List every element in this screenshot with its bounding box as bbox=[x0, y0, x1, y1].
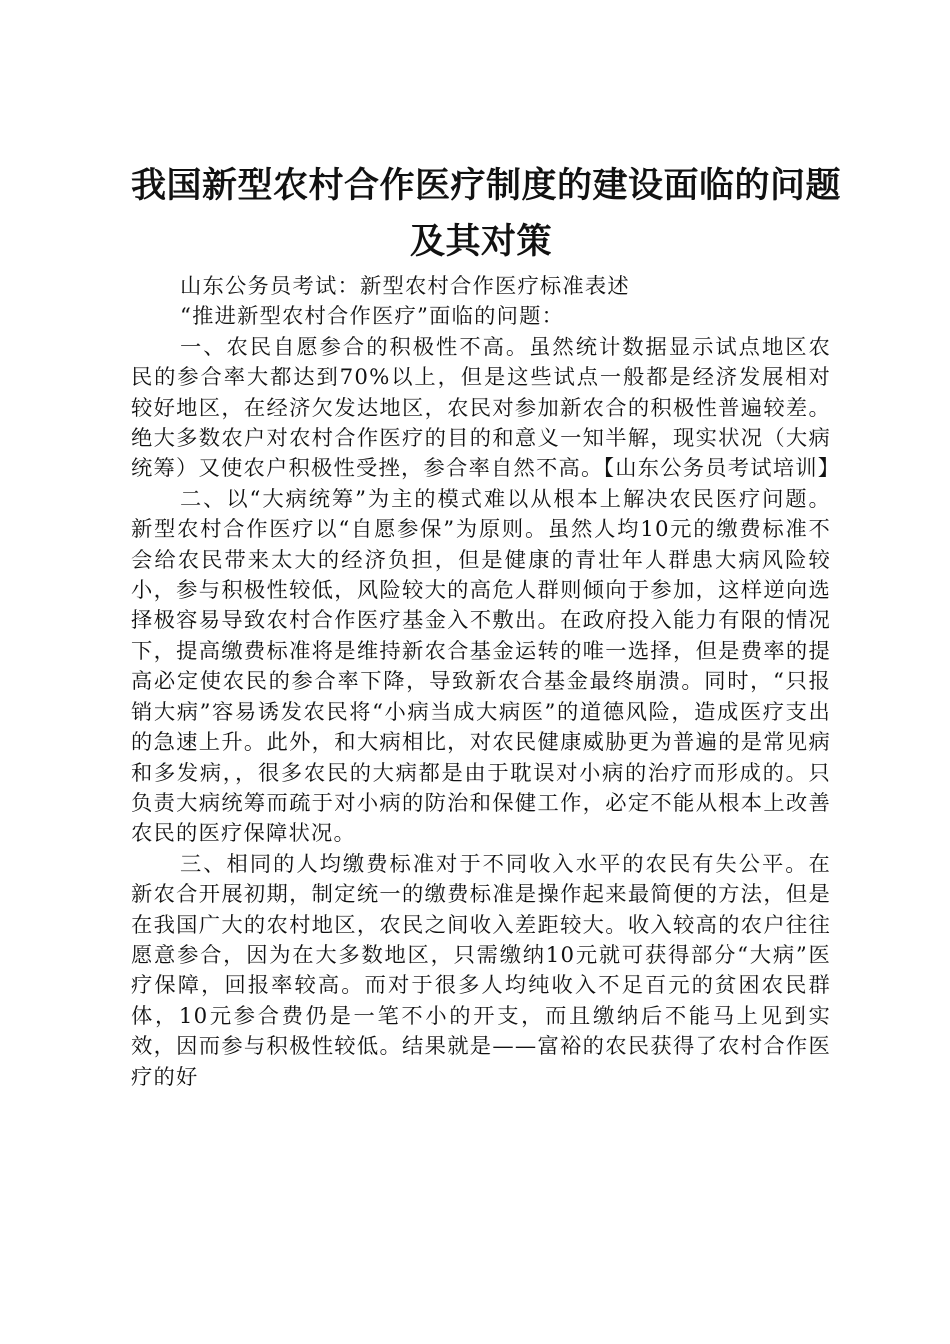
paragraph-point-3: 三、相同的人均缴费标准对于不同收入水平的农民有失公平。在新农合开展初期，制定统一的缴费标准是操作起来最简便的方法，但是在我国广大的农村地区，农民之间收入差距较大。收入较高的农户往往愿意参合，因为在大多数地区，只需缴纳10元就可获得部分“大病”医疗保障，回报率较高。而对于很多人均纯收入不足百元的贫困农民群体，10元参合费仍是一笔不小的开支，而且缴纳后不能马上见到实效，因而参与积极性较低。结果就是——富裕的农民获得了农村合作医疗的好 bbox=[131, 851, 831, 1090]
paragraph-problems-heading: “推进新型农村合作医疗”面临的问题： bbox=[179, 304, 565, 330]
document-title bbox=[131, 158, 842, 270]
paragraph-subtitle: 山东公务员考试：新型农村合作医疗标准表述 bbox=[179, 274, 630, 299]
title-line-1: 我国新型农村合作医疗制度的建设面临的问题 bbox=[131, 166, 842, 206]
paragraph-point-1: 一、农民自愿参合的积极性不高。虽然统计数据显示试点地区农民的参合率大都达到70%以上，但是这些试点一般都是经济发展相对较好地区，在经济欠发达地区，农民对参加新农合的积极性普遍较差。绝大多数农户对农村合作医疗的目的和意义一知半解，现实状况（大病统筹）又使农户积极性受挫，参合率自然不高。【山东公务员考试培训】 bbox=[131, 334, 841, 482]
document-body bbox=[131, 272, 841, 1093]
document-page bbox=[131, 158, 842, 1093]
paragraph-point-2: 二、以“大病统筹”为主的模式难以从根本上解决农民医疗问题。新型农村合作医疗以“自愿参保”为原则。虽然人均10元的缴费标准不会给农民带来太大的经济负担，但是健康的青壮年人群患大病风险较小，参与积极性较低，风险较大的高危人群则倾向于参加，这样逆向选择极容易导致农村合作医疗基金入不敷出。在政府投入能力有限的情况下，提高缴费标准将是维持新农合基金运转的唯一选择，但是费率的提高必定使农民的参合率下降，导致新农合基金最终崩溃。同时，“只报销大病”容易诱发农民将“小病当成大病医”的道德风险，造成医疗支出的急速上升。此外，和大病相比，对农民健康威胁更为普遍的是常见病和多发病，，很多农民的大病都是由于耽误对小病的治疗而形成的。只负责大病统筹而疏于对小病的防治和保健工作，必定不能从根本上改善农民的医疗保障状况。 bbox=[131, 486, 831, 847]
title-line-2: 及其对策 bbox=[409, 222, 552, 262]
